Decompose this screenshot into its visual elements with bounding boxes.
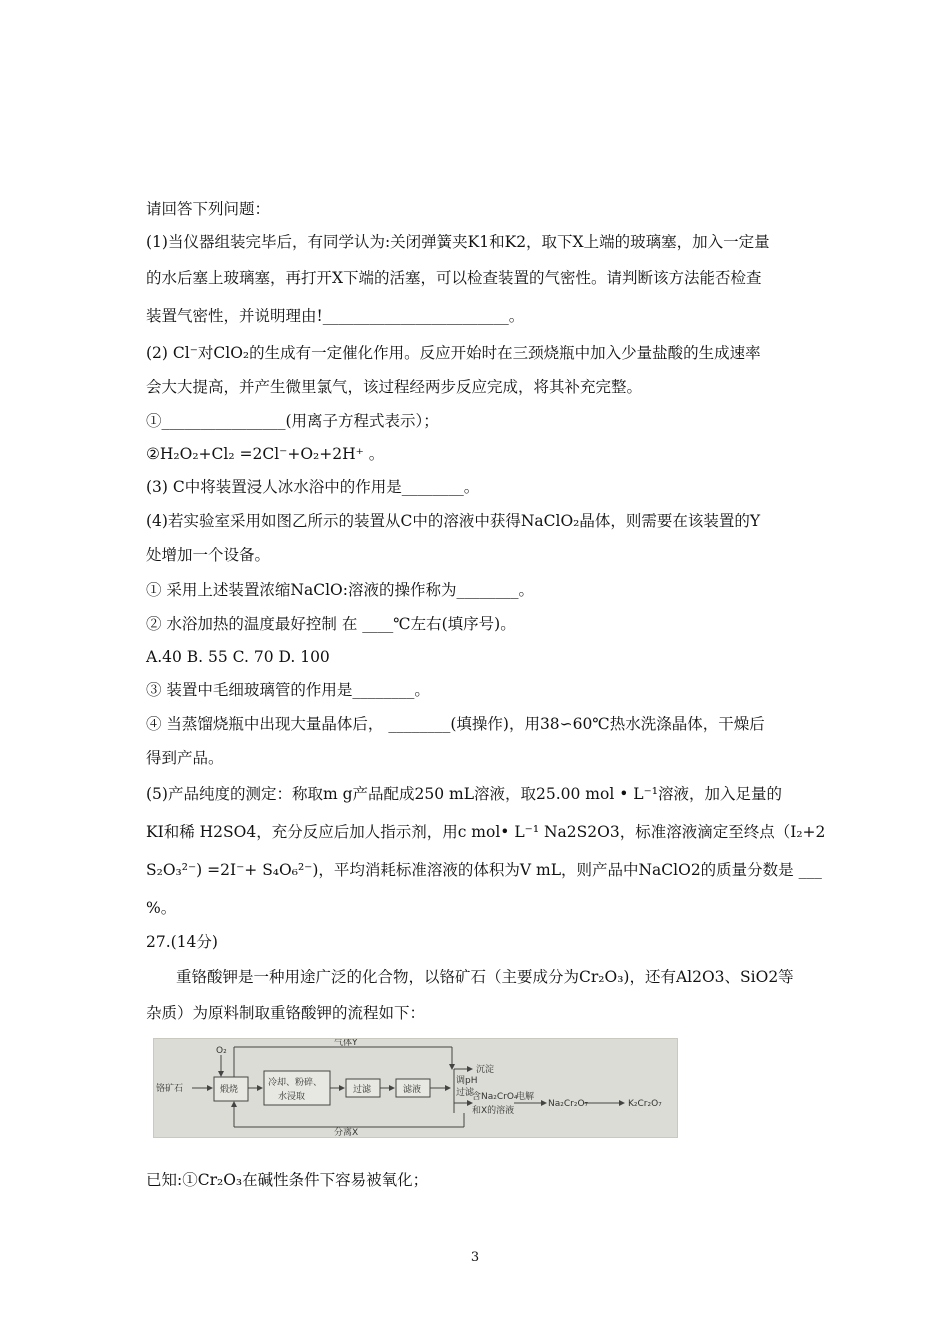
flow-precip-label: 沉淀 [476, 1065, 495, 1075]
text-line: ① 采用上述装置浓缩NaClO:溶液的操作称为________。 [146, 581, 534, 599]
page-number: 3 [470, 1250, 480, 1265]
text-line: ③ 装置中毛细玻璃管的作用是________。 [146, 681, 430, 699]
flow-separate-label: 分离X [334, 1128, 359, 1137]
flow-gas-label: 气体Y [334, 1039, 358, 1048]
text-line: ② 水浴加热的温度最好控制 在 ____℃左右(填序号)。 [146, 615, 516, 633]
text-line: 处增加一个设备。 [146, 546, 271, 564]
question-number: 27.(14分) [146, 933, 218, 951]
text-line: ④ 当蒸馏烧瓶中出现大量晶体后， ________(填操作)，用38∽60℃热水洗涤晶体，干燥后 [146, 715, 765, 733]
text-line: (3) C中将装置浸人冰水浴中的作用是________。 [146, 478, 480, 496]
text-line: 已知:①Cr₂O₃在碱性条件下容易被氧化； [146, 1171, 429, 1189]
text-line: (5)产品纯度的测定：称取m g产品配成250 mL溶液，取25.00 mol • L⁻¹溶液，加入足量的 [146, 785, 782, 803]
text-line: 会大大提高，并产生微里氯气，该过程经两步反应完成，将其补充完整。 [146, 378, 643, 396]
text-line: ②H₂O₂+Cl₂ =2Cl⁻+O₂+2H⁺ 。 [146, 445, 385, 463]
text-line: A.40 B. 55 C. 70 D. 100 [146, 648, 330, 666]
flow-roast-label: 煅烧 [220, 1085, 239, 1095]
text-line: ①________________(用离子方程式表示）； [146, 412, 439, 430]
text-line: 请回答下列问题： [146, 200, 271, 218]
flow-ore-label: 铬矿石 [156, 1084, 184, 1094]
flow-na2cr2o7-label: Na₂Cr₂O₇ [548, 1099, 589, 1109]
flow-electrolysis-label: 电解 [516, 1092, 535, 1102]
text-line: (2) Cl⁻对ClO₂的生成有一定催化作用。反应开始时在三颈烧瓶中加入少量盐酸的生成速率 [146, 344, 761, 362]
text-line: (1)当仪器组装完毕后，有同学认为:关闭弹簧夹K1和K2，取下X上端的玻璃塞，加入一定量 [146, 233, 770, 251]
flow-solution-label: 含Na₂CrO₄ [472, 1092, 518, 1102]
flow-filtrate-label: 滤液 [403, 1085, 422, 1095]
text-line: (4)若实验室采用如图乙所示的装置从C中的溶液中获得NaClO₂晶体，则需要在该装置的Y [146, 512, 761, 530]
text-line: S₂O₃²⁻) =2I⁻+ S₄O₆²⁻)，平均消耗标准溶液的体积为V mL，则产品中NaClO2的质量分数是 ___ [146, 861, 822, 879]
text-line: %。 [146, 899, 177, 917]
flow-leach-label: 水浸取 [278, 1092, 306, 1102]
flow-cool-label: 冷却、粉碎、 [268, 1078, 323, 1088]
flow-o2-label: O₂ [216, 1046, 227, 1056]
text-line: KI和稀 H2SO4，充分反应后加人指示剂，用c mol• L⁻¹ Na2S2O3，标准溶液滴定至终点（I₂+2 [146, 823, 826, 841]
process-flow-diagram [153, 1038, 678, 1138]
text-line: 装置气密性，并说明理由!________________________。 [146, 307, 525, 325]
flow-ph-label: 调pH [456, 1076, 478, 1086]
text-line: 得到产品。 [146, 749, 224, 767]
text-line: 杂质）为原料制取重铬酸钾的流程如下： [146, 1004, 426, 1022]
flow-ph-filter-label: 过滤 [456, 1088, 475, 1098]
flow-solution-x-label: 和X的溶液 [472, 1106, 515, 1116]
text-line: 重铬酸钾是一种用途广泛的化合物，以铬矿石（主要成分为Cr₂O₃)，还有Al2O3、SiO2等 [176, 968, 794, 986]
flow-k2cr2o7-label: K₂Cr₂O₇ [628, 1099, 662, 1109]
flow-filter-label: 过滤 [353, 1085, 372, 1095]
text-line: 的水后塞上玻璃塞，再打开X下端的活塞，可以检查装置的气密性。请判断该方法能否检查 [146, 269, 762, 287]
